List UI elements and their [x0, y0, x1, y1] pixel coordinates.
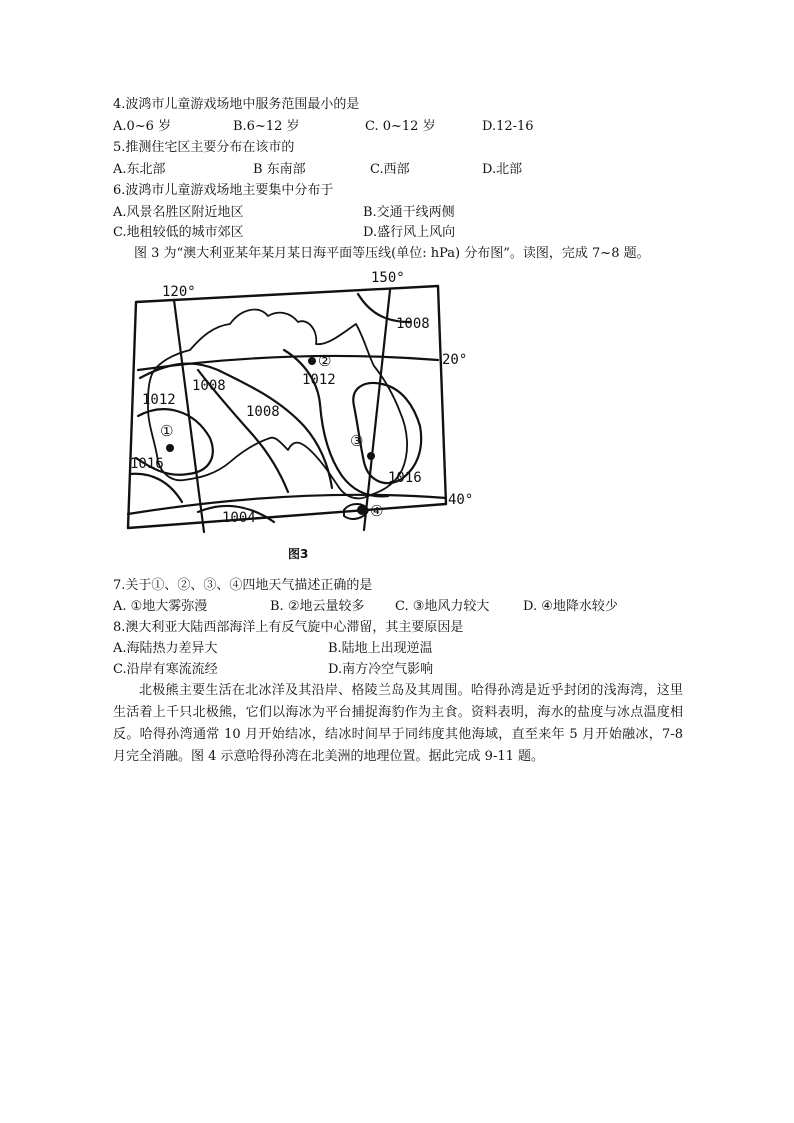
point-3-dot: [367, 452, 375, 460]
isobar-label-1004: 1004: [222, 510, 256, 526]
question-5-option-a: A.东北部: [113, 162, 166, 177]
question-8-option-b: B.陆地上出现逆温: [328, 641, 433, 656]
question-4-stem: 4.波鸿市儿童游戏场地中服务范围最小的是: [113, 97, 360, 112]
isobar-label-1012-west: 1012: [142, 392, 176, 408]
question-8-stem: 8.澳大利亚大陆西部海洋上有反气旋中心滞留，其主要原因是: [113, 620, 464, 635]
figure-3-intro: 图 3 为“澳大利亚某年某月某日海平面等压线(单位: hPa) 分布图”。读图，完成 7~8 题。: [134, 246, 650, 261]
point-2-label: ②: [318, 352, 332, 370]
question-7-option-d: D. ④地降水较少: [523, 599, 618, 614]
question-8-option-d: D.南方冷空气影响: [328, 662, 434, 677]
figure-3-caption: 图3: [288, 547, 309, 561]
lon-label-150: 150°: [371, 270, 405, 286]
question-7-option-c: C. ③地风力较大: [395, 599, 490, 614]
question-4-option-c: C. 0~12 岁: [365, 119, 436, 134]
point-4-label: ④: [370, 502, 384, 520]
question-6-option-b: B.交通干线两侧: [363, 205, 455, 220]
question-5-option-b: B 东南部: [253, 162, 306, 177]
isobar-1016-east: [353, 383, 421, 483]
isobar-1016-west: [130, 474, 182, 502]
isobar-label-1008-ne: 1008: [396, 316, 430, 332]
question-7-option-a: A. ①地大雾弥漫: [113, 599, 208, 614]
question-5-option-d: D.北部: [482, 162, 523, 177]
lat-label-20: 20°: [442, 352, 468, 368]
question-7-option-b: B. ②地云量较多: [270, 599, 365, 614]
question-4-option-a: A.0~6 岁: [113, 119, 172, 134]
isobar-label-1008-center: 1008: [246, 404, 280, 420]
isobar-label-1012-center: 1012: [302, 372, 336, 388]
question-8-option-a: A.海陆热力差异大: [113, 641, 218, 656]
question-4-option-b: B.6~12 岁: [233, 119, 300, 134]
isobar-label-1016-west: 1016: [130, 456, 164, 472]
parallel-40: [128, 495, 446, 514]
isobar-map-figure: [118, 266, 474, 568]
reading-passage: [113, 680, 683, 768]
point-1-label: ①: [160, 422, 174, 440]
passage-text: 北极熊主要生活在北冰洋及其沿岸、格陵兰岛及其周围。哈得孙湾是近乎封闭的浅海湾，这里生活着上千只北极熊，它们以海冰为平台捕捉海豹作为主食。资料表明，海水的盐度与冰点温度相反。哈得孙湾通常 10 月开始结冰，结冰时间早于同纬度其他海域，直至来年 5 月开始融冰，7-8 月完全消融。图 4 示意哈得孙湾在北美洲的地理位置。据此完成 9-11 题。: [113, 683, 683, 764]
question-6-option-a: A.风景名胜区附近地区: [113, 205, 244, 220]
point-1-dot: [166, 444, 174, 452]
point-2-dot: [308, 357, 316, 365]
question-8-option-c: C.沿岸有寒流流经: [113, 662, 218, 677]
point-3-label: ③: [350, 432, 364, 450]
isobar-label-1008-west: 1008: [192, 378, 226, 394]
question-6-option-d: D.盛行风上风向: [363, 225, 456, 240]
question-4-option-d: D.12-16: [482, 119, 534, 134]
question-6-stem: 6.波鸿市儿童游戏场地主要集中分布于: [113, 183, 334, 198]
isobar-1012-center: [284, 350, 388, 496]
question-6-option-c: C.地租较低的城市郊区: [113, 225, 244, 240]
isobar-label-1016-east: 1016: [388, 470, 422, 486]
question-5-option-c: C.西部: [370, 162, 410, 177]
question-7-stem: 7.关于①、②、③、④四地天气描述正确的是: [113, 578, 373, 593]
lon-label-120: 120°: [162, 284, 196, 300]
point-4-dot: [357, 505, 367, 515]
question-5-stem: 5.推测住宅区主要分布在该市的: [113, 140, 295, 155]
lat-label-40: 40°: [448, 492, 474, 508]
